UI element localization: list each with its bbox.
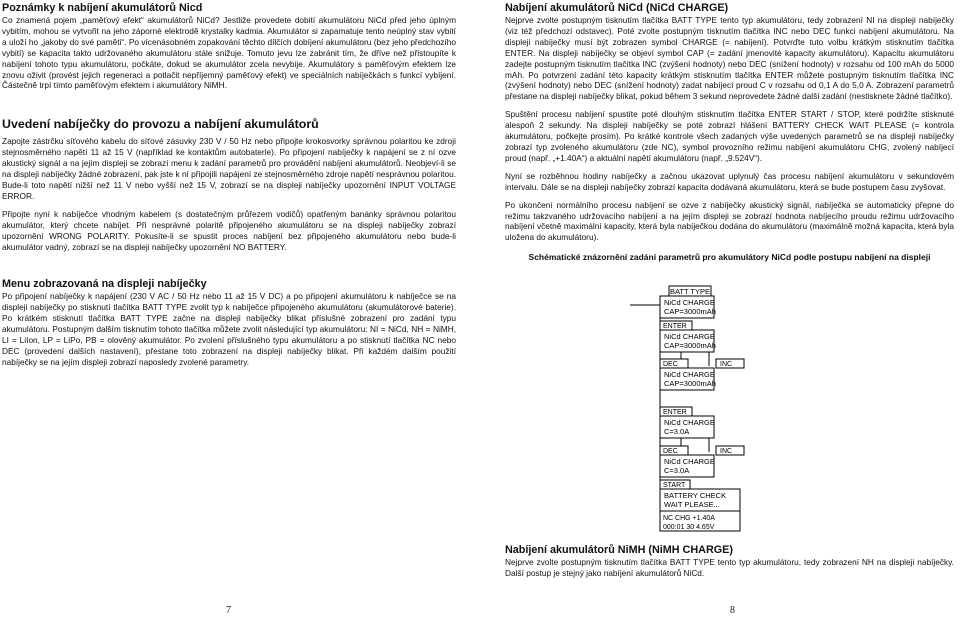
display-2-line-2: CAP=3000mAh (664, 341, 716, 350)
dec-label-1: DEC (663, 361, 678, 368)
display-4-line-1: NiCd CHARGE (664, 418, 715, 427)
inc-label-1: INC (720, 361, 733, 368)
display-2-line-1: NiCd CHARGE (664, 332, 715, 341)
paragraph-nicd-4: Po ukončení normálního procesu nabíjení se ozve z nabíječky akustický signál, nabíječka se automaticky přepne do režimu takzvaného udržovacího nabíjení a na jejím displeji se zobrazí hodnota nabíjecího proudu režimu udržovacího nabíjení včetně maximální kapacity, která byla nabíječkou dodána do akumulátoru (maximálně možná kapacita, která byla uložena do akumulátoru). (505, 199, 954, 243)
paragraph-nicd-3: Nyní se rozběhnou hodiny nabíječky a začnou ukazovat uplynulý čas procesu nabíjení akumulátoru v sekundovém intervalu. Dále se na displeji nabíječky zobrazí kapacita dodávaná akumulátoru, která se bude postupem času zvyšovat. (505, 170, 954, 192)
display-1-line-1: NiCd CHARGE (664, 298, 715, 307)
paragraph-nicd-2: Spuštění procesu nabíjení spustíte poté dlouhým stisknutím tlačítka ENTER START / STOP, které podržíte stisknuté alespoň 2 sekundy. Na displeji nabíječky se poté zobrazí hlášení BATTERY CHECK WAIT PLEASE (= kontrola akumulátoru, počkejte prosím). Po krátké kontrole všech zadaných výše uvedených parametrů se na displeji nabíječky zobrazí typ zvoleného akumulátoru (zde NC), symbol provozního režimu nabíjení akumulátoru CHG, zvolený nabíjecí proud (např. „+1.40A“) a aktuální napětí akumulátoru (např. „9.524V“). (505, 109, 954, 163)
section-title-memory-effect: Poznámky k nabíjení akumulátorů Nicd (2, 2, 203, 14)
nicd-parameter-diagram (600, 283, 850, 533)
page-number-left: 7 (226, 605, 231, 616)
paragraph-nimh: Nejprve zvolte postupným tisknutím tlačítka BATT TYPE tento typ akumulátoru, tedy zobrazení NH na displeji nabíječky. Další postup je stejný jako nabíjení akumulátorů NiCd. (505, 557, 954, 578)
inc-label-2: INC (720, 448, 733, 455)
batt-type-label: BATT TYPE (669, 287, 711, 296)
section-title-menu: Menu zobrazovaná na displeji nabíječky (2, 278, 207, 291)
enter-label-1: ENTER (663, 323, 687, 330)
paragraph-operation-1: Zapojte zástrčku síťového kabelu do síťové zásuvky 230 V / 50 Hz nebo připojte krokosvorky správnou polaritou ke zdroji stejnosměrného napětí 11 až 15 V (například ke kontaktům autobaterie). Po připojení nabíječky k napájení se z ní ozve akustický signál a na jejím displeji se zobrazí menu k zadání parametrů pro provádění nabíjení akumulátorů. Neobjeví-li se na displeji nabíječky žádné zobrazení, pak jste k ní připojili napájení ze stejnosměrného zdroje napětí nesprávnou polaritou. Bude-li toto napětí nižší než 11 V nebo vyšší než 15 V, zobrazí se na displeji nabíječky upozornění INPUT VOLTAGE ERROR. (2, 136, 456, 201)
display-6-line-2: WAIT PLEASE... (664, 500, 720, 509)
dec-label-2: DEC (663, 448, 678, 455)
display-7-line-2: 000:01 30 4.65V (663, 524, 715, 531)
paragraph-nicd-1: Nejprve zvolte postupným tisknutím tlačítka BATT TYPE tento typ akumulátoru, tedy zobrazení NI na displeji nabíječky (viz též předchozí odstavec). Poté zvolte postupným tisknutím tlačítka INC nebo DEC funkci nabíjení akumulátoru. Na displeji nabíječky musí být zobrazen symbol CHARGE (= nabíjení). Potvrďte tuto volbu krátkým stisknutím tlačítka ENTER. Na displeji nabíječky se objeví symbol CAP (= zadání jmenovité kapacity akumulátoru). Kapacitu akumulátoru zadejte postupným tisknutím tlačítka INC (zvýšení hodnoty) nebo DEC (snížení hodnoty) v rozsahu od 100 mAh do 5000 mAh. Po potvrzení zadání této kapacity krátkým stisknutím tlačítka ENTER můžete postupným tisknutím tlačítka INC (zvýšení hodnoty) nebo DEC (snížení hodnoty) zadat nabíjecí proud C v rozsahu od 0,1 A do 5,0 A. Zobrazení parametrů přestane na displeji nabíječky blikat, pokud během 3 sekund neprovedete žádné další zadání (nestisknete žádné tlačítko). (505, 15, 954, 102)
section-title-operation: Uvedení nabíječky do provozu a nabíjení akumulátorů (2, 117, 319, 132)
paragraph-menu: Po připojení nabíječky k napájení (230 V AC / 50 Hz nebo 11 až 15 V DC) a po připojení akumulátoru k nabíječce se na displeji nabíječky po stisknutí tlačítka BATT TYPE zvolit typ k nabíječce připojeného akumulátoru (akumulátorové baterie). Po krátkém stisknutí tlačítka BATT TYPE začne na displeji nabíječky blikat příslušné zobrazení pro zadání typu akumulátoru. Postupným dalším tisknutím tohoto tlačítka můžete zvolit následující typ akumulátoru: NI = NiCd, NH = NiMH, LI = LiIon, LP = LiPo, PB = olověný akumulátor. Po zvolení příslušného typu akumulátoru a po stisknutí tlačítka NC nebo DEC (provedení dalších nastavení), přestane toto zobrazení na displeji nabíječky blikat. Při každém dalším použití nabíječky se na jejím displeji zobrazí naposledy zvolené parametry. (2, 291, 456, 367)
section-title-nimh: Nabíjení akumulátorů NiMH (NiMH CHARGE) (505, 544, 733, 556)
display-1-line-2: CAP=3000mAh (664, 307, 716, 316)
display-6-line-1: BATTERY CHECK (664, 491, 727, 500)
diagram-caption: Schématické znázornění zadání parametrů pro akumulátory NiCd podle postupu nabíjení na displeji (528, 252, 931, 263)
paragraph-memory-effect: Co znamená pojem „paměťový efekt“ akumulátorů NiCd? Jestliže provedete dobití akumulátoru NiCd před jeho úplným vybitím, mohou se vytvořit na jeho záporné elektrodě krystalky kadmia. Akumulátor si zapamatuje tento neúplný stav vybití a uloží ho „jakoby do své paměti“. Po vícenásobném zopakování těchto dílčích dobíjení akumulátoru (bez jeho předchozího vybití) se kapacita takto udržovaného akumulátoru stále snižuje. Tomuto jevu lze zabránit tím, že dříve než přistoupíte k nabíjení tohoto typu akumulátoru, počkáte, dokud se akumulátor zcela nevybije. Akumulátory s paměťovým efektem lze znovu oživit (provést jejich regeneraci a potlačit nepříjemný paměťový efekt) ve speciálních nabíječkách s funkcí vybíjení. Částečně trpí tímto paměťovým efektem i akumulátory NiMH. (2, 15, 456, 91)
paragraph-operation-2: Připojte nyní k nabíječce vhodným kabelem (s dostatečným průřezem vodičů) opatřeným banánky správnou polaritou akumulátor, který chcete nabíjet. Při nesprávné polaritě připojeného akumulátoru se na displeji nabíječky zobrazí upozornění WRONG POLARITY. Pokusíte-li se spustit proces nabíjení bez připojeného akumulátoru nebo bude-li akumulátor vadný, zobrazí se na displeji nabíječky upozornění NO BATTERY. (2, 208, 456, 252)
section-title-nicd: Nabíjení akumulátorů NiCd (NiCd CHARGE) (505, 2, 729, 14)
display-7-line-1: NC CHG +1.40A (663, 515, 715, 522)
left-page (2, 0, 456, 368)
display-4-line-2: C=3.0A (664, 427, 690, 436)
display-3-line-2: CAP=3000mAh (664, 379, 716, 388)
right-page (505, 0, 954, 263)
enter-label-2: ENTER (663, 409, 687, 416)
display-5-line-2: C=3.0A (664, 466, 690, 475)
page-number-right: 8 (730, 605, 735, 616)
start-label: START (663, 482, 686, 489)
nimh-section (505, 544, 954, 579)
display-5-line-1: NiCd CHARGE (664, 457, 715, 466)
display-3-line-1: NiCd CHARGE (664, 370, 715, 379)
